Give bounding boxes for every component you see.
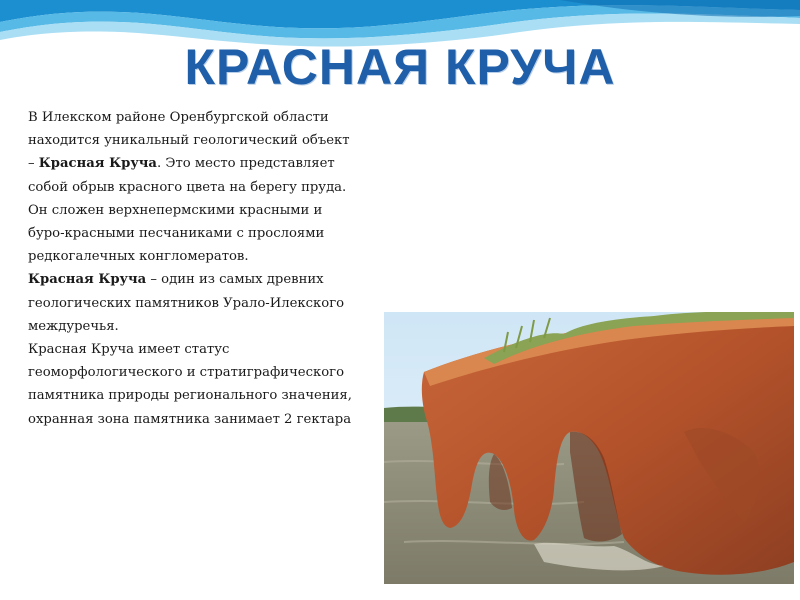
text-line: В Илекском районе Оренбургской области bbox=[28, 110, 329, 125]
red-cliff-photo bbox=[384, 312, 794, 584]
text-line: буро-красными песчаниками с прослоями bbox=[28, 226, 325, 242]
bold-term: Красная Круча bbox=[28, 272, 147, 288]
text-line: находится уникальный геологический объект bbox=[28, 133, 350, 149]
text-line: Красная Круча имеет статус bbox=[28, 342, 230, 358]
slide-title: КРАСНАЯ КРУЧА bbox=[184, 39, 616, 95]
bold-term: Красная Круча bbox=[38, 156, 157, 172]
text-line bbox=[28, 268, 388, 291]
body-text bbox=[28, 106, 388, 431]
text-line: геоморфологического и стратиграфического bbox=[28, 365, 345, 381]
text-line: геологических памятников Урало-Илекского bbox=[28, 295, 345, 311]
text-line: охранная зона памятника занимает 2 гектара bbox=[28, 411, 352, 427]
text-line: междуречья. bbox=[28, 318, 119, 334]
text-fragment: – bbox=[28, 156, 39, 172]
text-line: собой обрыв красного цвета на берегу пруда. bbox=[28, 179, 347, 195]
text-fragment: – один из самых древних bbox=[146, 272, 324, 288]
text-line: Он сложен верхнепермскими красными и bbox=[28, 202, 323, 218]
text-fragment: . Это место представляет bbox=[156, 156, 335, 172]
text-line: памятника природы регионального значения, bbox=[28, 388, 352, 404]
text-line bbox=[28, 152, 388, 175]
text-line: редкогалечных конгломератов. bbox=[28, 249, 249, 265]
